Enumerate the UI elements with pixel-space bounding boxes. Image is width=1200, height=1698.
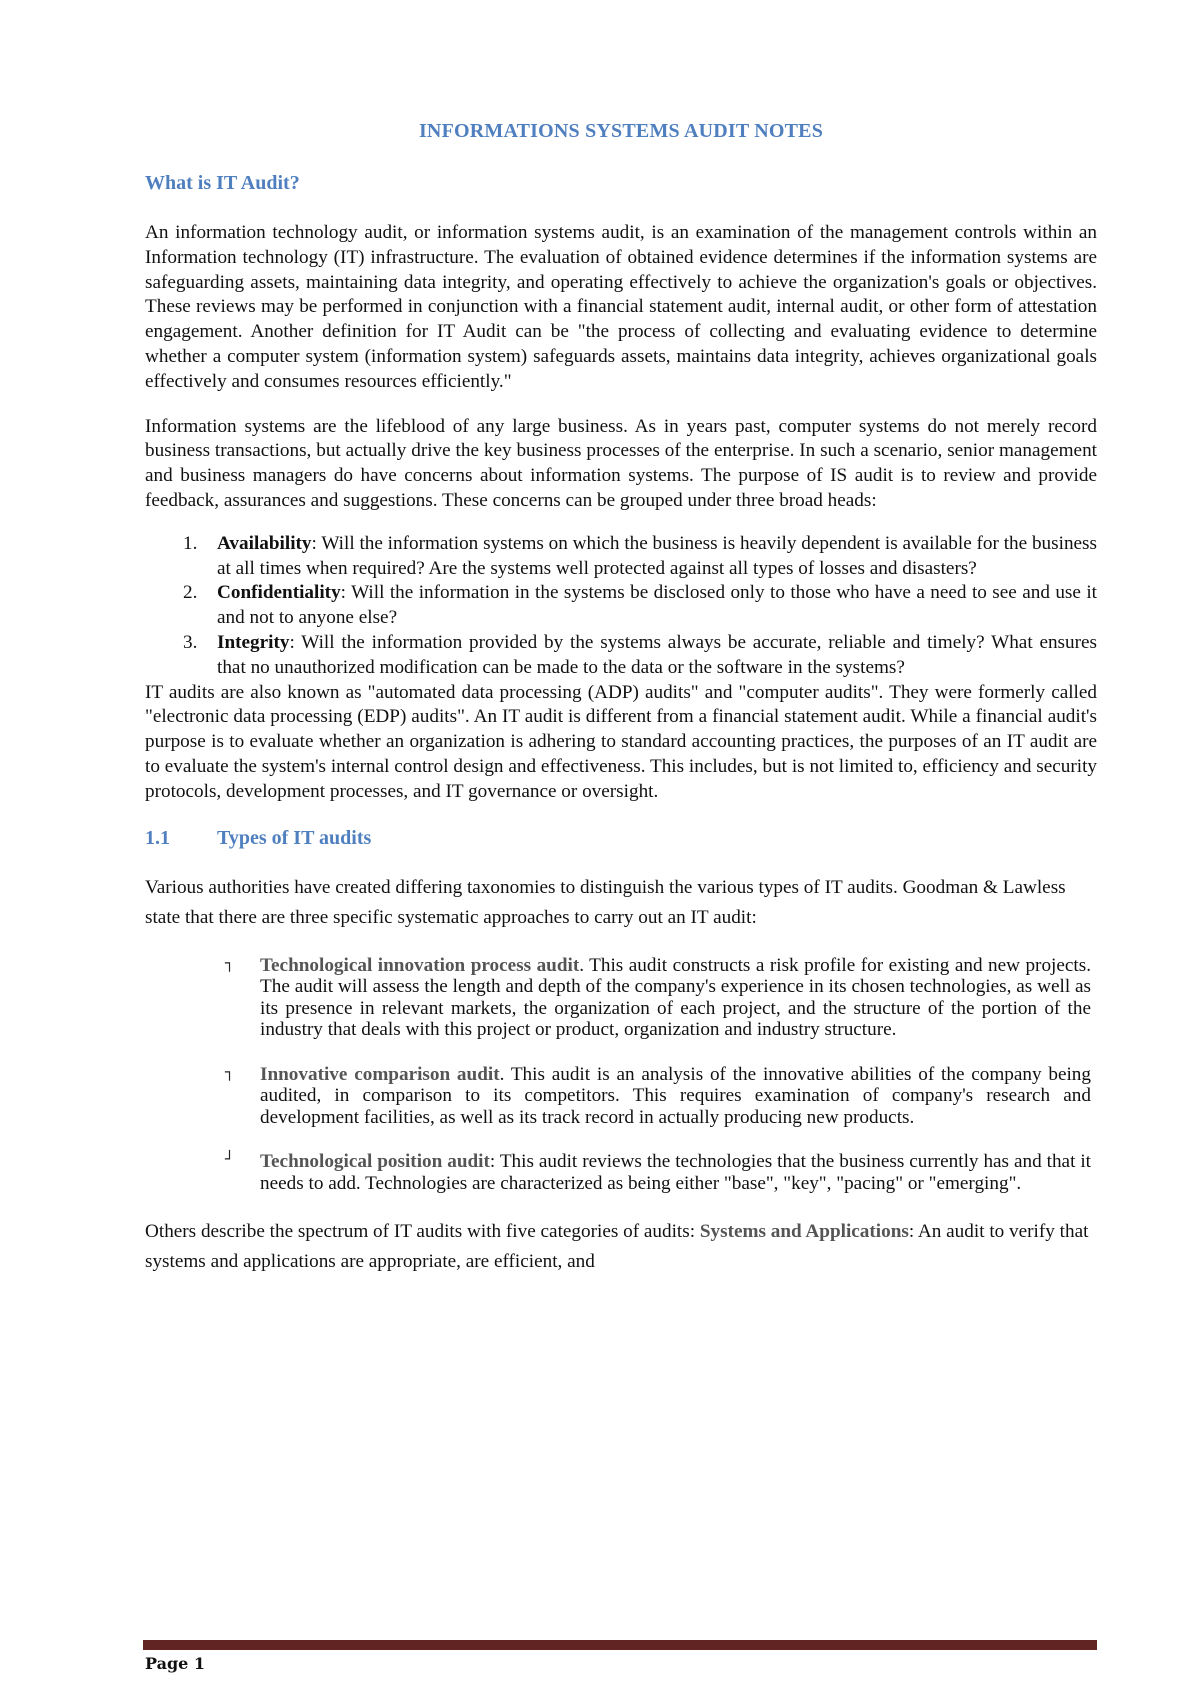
- paragraph-five-categories: [145, 1217, 1097, 1277]
- heading-what-is-it-audit: What is IT Audit?: [145, 172, 300, 194]
- concern-item-integrity: [145, 631, 1097, 681]
- bullet-corner-icon: ┐: [225, 953, 235, 972]
- footer-rule: [143, 1640, 1097, 1650]
- approach-term: Technological innovation process audit: [260, 954, 580, 976]
- list-number: 3.: [183, 631, 198, 653]
- approach-text: . This audit constructs a risk profile for existing and new projects. The audit will assess the length and depth of the company's experience in its chosen technologies, as well as its presence in relevant markets, the organization of each project, and the structure of the portion of the industry that deals with this project or product, organization and industry structure.: [260, 954, 1091, 1041]
- heading-types-of-it-audits: [145, 825, 1097, 851]
- approach-item-technological-position: [145, 1151, 1097, 1194]
- concern-text: : Will the information provided by the systems always be accurate, reliable and timely? What ensures that no unauthorized modification can be made to the data or the software in the systems?: [217, 631, 1097, 678]
- approaches-list: [145, 955, 1097, 1195]
- approach-text: : This audit reviews the technologies that the business currently has and that it needs to add. Technologies are characterized as being either "base", "key", "pacing" or "emerging".: [260, 1151, 1092, 1194]
- concern-item-confidentiality: [145, 581, 1097, 631]
- approach-text: . This audit is an analysis of the innovative abilities of the company being audited, in comparison to its competitors. This requires examination of company's research and development facilities, as well as its track record in actually producing new products.: [260, 1063, 1091, 1128]
- concern-item-availability: [145, 532, 1097, 582]
- approach-term: Technological position audit: [260, 1151, 490, 1173]
- list-number: 2.: [183, 582, 198, 604]
- closing-text: : An audit to verify that systems and applications are appropriate, are efficient, and: [145, 1221, 1089, 1273]
- bullet-corner-icon: ┐: [225, 1062, 235, 1081]
- section-title: Types of IT audits: [217, 826, 372, 849]
- approach-item-innovative-comparison: [145, 1064, 1097, 1129]
- concern-term: Integrity: [217, 631, 290, 653]
- approach-term: Innovative comparison audit: [260, 1063, 500, 1085]
- concerns-list: [145, 532, 1097, 681]
- concern-term: Confidentiality: [217, 582, 341, 604]
- section-number: 1.1: [145, 826, 170, 849]
- list-number: 1.: [183, 532, 198, 554]
- closing-term: Systems and Applications: [699, 1221, 909, 1243]
- page-content: [145, 118, 1097, 1277]
- page-number: Page 1: [145, 1654, 206, 1673]
- document-title: INFORMATIONS SYSTEMS AUDIT NOTES: [418, 120, 824, 142]
- paragraph-definition: An information technology audit, or information systems audit, is an examination of the management controls within an Information technology (IT) infrastructure. The evaluation of obtained evidence determines if the information systems are safeguarding assets, maintaining data integrity, and operating effectively to achieve the organization's goals or objectives. These reviews may be performed in conjunction with a financial statement audit, internal audit, or other form of attestation engagement. Another definition for IT Audit can be "the process of collecting and evaluating evidence to determine whether a computer system (information system) safeguards assets, maintains data integrity, achieves organizational goals effectively and consumes resources efficiently.": [145, 222, 1097, 392]
- paragraph-adp-audits: IT audits are also known as "automated data processing (ADP) audits" and "computer audits". They were formerly called "electronic data processing (EDP) audits". An IT audit is different from a financial statement audit. While a financial audit's purpose is to evaluate whether an organization is adhering to standard accounting practices, the purposes of an IT audit are to evaluate the system's internal control design and effectiveness. This includes, but is not limited to, efficiency and security protocols, development processes, and IT governance or oversight.: [145, 681, 1097, 802]
- concern-term: Availability: [217, 532, 312, 554]
- concern-text: : Will the information systems on which the business is heavily dependent is available for the business at all times when required? Are the systems well protected against all types of losses and disasters?: [217, 532, 1097, 579]
- bullet-corner-icon: ┘: [225, 1150, 235, 1169]
- concern-text: : Will the information in the systems be disclosed only to those who have a need to see and use it and not to anyone else?: [217, 582, 1097, 629]
- paragraph-taxonomies: Various authorities have created differing taxonomies to distinguish the various types of IT audits. Goodman & Lawless state that there are three specific systematic approaches to carry out an IT audit:: [145, 876, 1066, 928]
- paragraph-lifeblood: Information systems are the lifeblood of any large business. As in years past, computer systems do not merely record business transactions, but actually drive the key business processes of the enterprise. In such a scenario, senior management and business managers do have concerns about information systems. The purpose of IS audit is to review and provide feedback, assurances and suggestions. These concerns can be grouped under three broad heads:: [145, 415, 1097, 511]
- approach-item-innovation-process: [145, 955, 1097, 1041]
- closing-prefix: Others describe the spectrum of IT audits with five categories of audits:: [145, 1221, 700, 1243]
